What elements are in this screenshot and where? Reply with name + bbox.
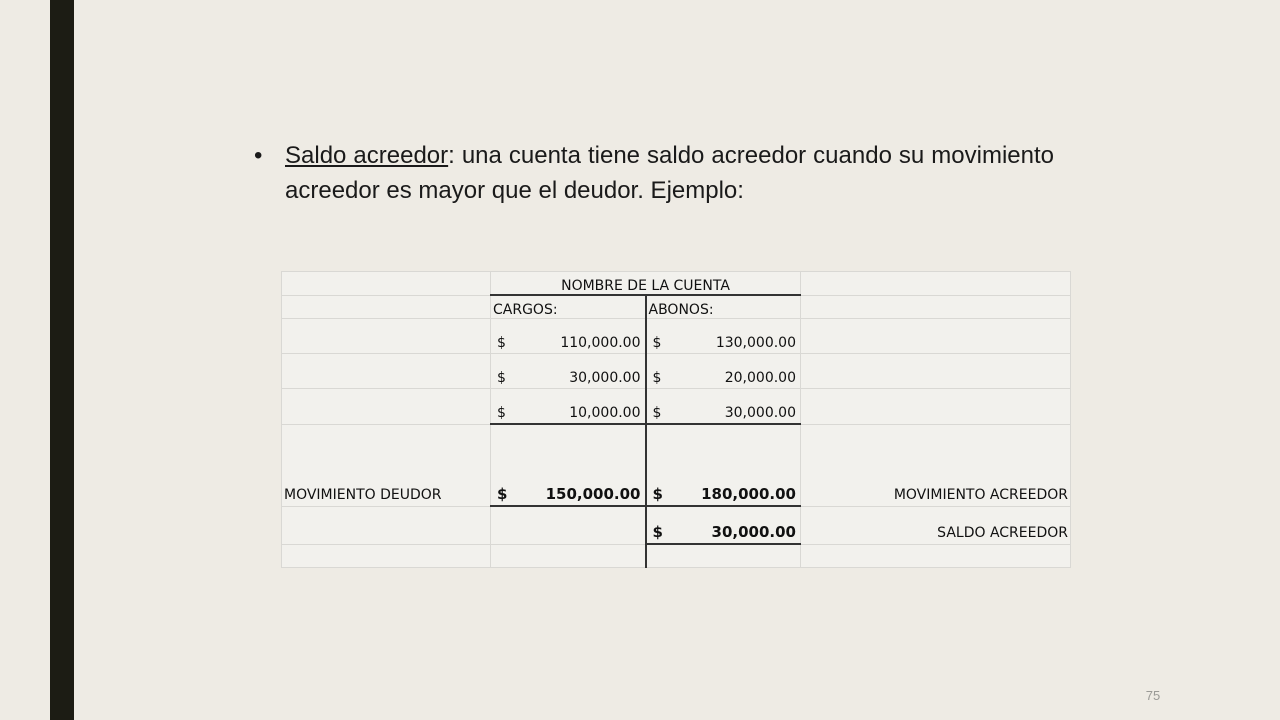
abono-value: 20,000.00 — [724, 370, 796, 386]
currency-symbol: $ — [497, 485, 508, 503]
cargo-cell — [491, 319, 646, 354]
page-number: 75 — [1145, 688, 1161, 703]
bullet-paragraph — [254, 138, 1054, 208]
currency-symbol: $ — [652, 523, 663, 541]
total-cargos-value: 150,000.00 — [545, 485, 641, 503]
currency-symbol: $ — [652, 405, 662, 421]
bullet-marker: • — [254, 142, 263, 169]
abono-cell — [646, 354, 801, 389]
account-name: NOMBRE DE LA CUENTA — [491, 272, 801, 296]
cargo-cell — [491, 354, 646, 389]
cargo-value: 10,000.00 — [569, 405, 641, 421]
abono-value: 130,000.00 — [715, 335, 796, 351]
currency-symbol: $ — [652, 485, 663, 503]
cargo-value: 30,000.00 — [569, 370, 641, 386]
abonos-header: ABONOS: — [646, 295, 801, 319]
left-accent-bar — [50, 0, 74, 720]
saldo-value: 30,000.00 — [711, 523, 796, 541]
currency-symbol: $ — [652, 370, 662, 386]
total-cargos-cell — [491, 424, 646, 506]
currency-symbol: $ — [652, 335, 662, 351]
movimiento-deudor-label: MOVIMIENTO DEUDOR — [282, 424, 491, 506]
bullet-definition: : una cuenta tiene saldo acreedor cuando su movimiento acreedor es mayor que el deudor. Ejemplo: — [285, 142, 1055, 204]
bullet-text — [285, 138, 1054, 208]
cargos-header: CARGOS: — [491, 295, 646, 319]
bullet-term: Saldo acreedor — [285, 142, 449, 169]
currency-symbol: $ — [497, 405, 506, 421]
cargo-value: 110,000.00 — [560, 335, 641, 351]
total-abonos-value: 180,000.00 — [701, 485, 796, 503]
movimiento-acreedor-label: MOVIMIENTO ACREEDOR — [801, 424, 1071, 506]
saldo-cell — [646, 506, 801, 544]
abono-value: 30,000.00 — [724, 405, 796, 421]
total-abonos-cell — [646, 424, 801, 506]
currency-symbol: $ — [497, 335, 506, 351]
saldo-acreedor-label: SALDO ACREEDOR — [801, 506, 1071, 544]
currency-symbol: $ — [497, 370, 506, 386]
abono-cell — [646, 389, 801, 425]
abono-cell — [646, 319, 801, 354]
cargo-cell — [491, 389, 646, 425]
t-account-table — [281, 271, 1071, 568]
